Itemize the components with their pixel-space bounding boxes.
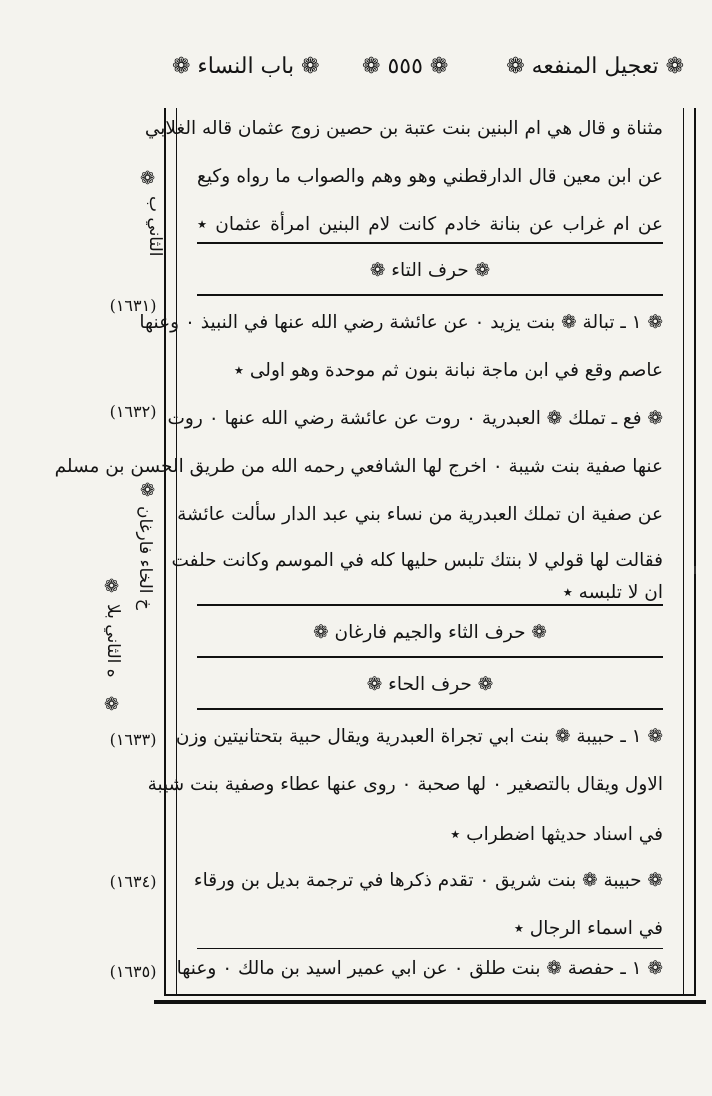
heading-ha: ❁ حرف الحاء ❁	[366, 674, 494, 695]
entry-habiba-shariq: ❁ حبيبة ❁ بنت شريق ٠ تقدم ذكرها في ترجمة بديل بن ورقاء	[193, 870, 663, 891]
entry-hafsa: ❁ ١ ـ حفصة ❁ بنت طلق ٠ عن ابي عمير اسيد بن مالك ٠ وعنها	[176, 958, 663, 979]
text-line-9: عن صفية ان تملك العبدرية من نساء بني عبد الدار سألت عائشة	[177, 504, 663, 525]
margin-note: خ الخاء فارغان	[135, 506, 155, 610]
book-title: ❁ تعجيل المنفعه ❁	[506, 54, 684, 79]
margin-note: ه الثاني بلا	[103, 604, 123, 678]
section-rule	[197, 656, 663, 658]
text-line-8: عنها صفية بنت شيبة ٠ اخرج لها الشافعي رحمه الله من طريق الحسن بن مسلم	[54, 456, 663, 477]
entry-number: (١٦٣١)	[109, 296, 157, 315]
text-line-16: في اسناد حديثها اضطراب ٭	[450, 824, 663, 845]
text-line-3: عن ام غراب عن بنانة خادم كانت لام البنين امرأة عثمان ٭	[197, 214, 663, 235]
text-line-18: في اسماء الرجال ٭	[513, 918, 663, 939]
text-line-6: عاصم وقع في ابن ماجة نبانة بنون ثم موحدة وهو اولى ٭	[233, 360, 663, 381]
section-rule	[197, 948, 663, 949]
section-rule	[197, 294, 663, 296]
heading-ta: ❁ حرف التاء ❁	[369, 260, 491, 281]
text-line-15: الاول ويقال بالتصغير ٠ لها صحبة ٠ روى عنها عطاء وصفية بنت شيبة	[147, 774, 663, 795]
section-rule	[197, 242, 663, 244]
running-header	[150, 44, 692, 102]
entry-number: (١٦٣٤)	[109, 872, 157, 891]
entry-tamlik: ❁ فع ـ تملك ❁ العبدرية ٠ روت عن عائشة رضي الله عنها ٠ روت	[167, 408, 663, 429]
entry-tabala: ❁ ١ ـ تبالة ❁ بنت يزيد ٠ عن عائشة رضي الله عنها في النبيذ ٠ وعنها	[139, 312, 663, 333]
section-rule	[197, 604, 663, 606]
margin-ornament: ❁	[140, 480, 156, 501]
entry-number: (١٦٣٣)	[109, 730, 157, 749]
entry-number: (١٦٣٥)	[109, 962, 157, 981]
page-number: ❁ ٥٥٥ ❁	[362, 54, 449, 79]
heading-tha-jim: ❁ حرف الثاء والجيم فارغان ❁	[313, 622, 547, 643]
section-rule	[197, 708, 663, 710]
text-line-11: ان لا تلبسه ٭	[562, 582, 663, 603]
text-line-2: عن ابن معين قال الدارقطني وهو وهم والصواب ما رواه وكيع	[197, 166, 663, 187]
text-line-10: فقالت لها قولي لا بنتك تلبس حليها كله في الموسم وكانت حلفت	[171, 550, 663, 571]
chapter-title: ❁ باب النساء ❁	[172, 54, 320, 79]
entry-number: (١٦٣٢)	[109, 402, 157, 421]
margin-note: الثاني ب	[145, 196, 165, 257]
margin-ornament: ❁	[104, 694, 120, 715]
margin-ornament: ❁	[104, 576, 120, 597]
entry-habiba: ❁ ١ ـ حبيبة ❁ بنت ابي تجراة العبدرية ويقال حبية بتحتانيتين وزن	[175, 726, 663, 747]
scan-speck	[694, 566, 696, 574]
text-line-1: مثناة و قال هي ام البنين بنت عتبة بن حصين زوج عثمان قاله الغلابي	[144, 118, 663, 139]
margin-ornament: ❁	[140, 168, 156, 189]
